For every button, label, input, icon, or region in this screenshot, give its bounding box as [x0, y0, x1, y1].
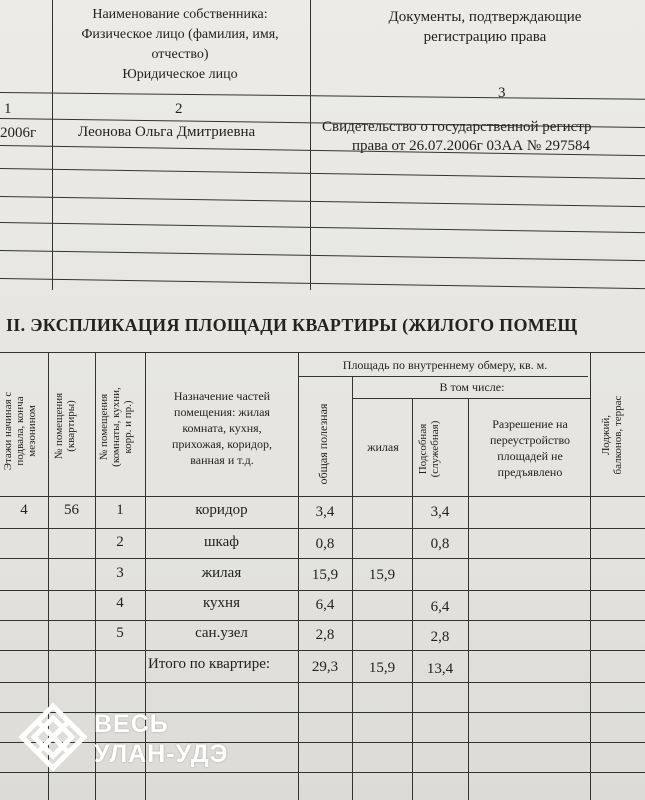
owner-header-line: Наименование собственника: — [92, 7, 268, 22]
living-cell: 15,9 — [368, 660, 396, 676]
knot-emblem-icon — [18, 702, 88, 772]
row-divider — [0, 682, 645, 683]
owner-header-line: Физическое лицо (фамилия, имя, — [81, 27, 279, 42]
room-cell: 5 — [116, 625, 124, 641]
header-bottom-border — [0, 496, 645, 497]
row-divider — [0, 558, 645, 559]
column-number: 2 — [175, 101, 183, 117]
watermark-logo — [18, 700, 318, 780]
room-number-header: № помещения (комнаты, кухни, корр. и пр.) — [98, 387, 135, 467]
owner-name: Леонова Ольга Дмитриевна — [78, 124, 256, 140]
including-divider — [352, 398, 590, 399]
room-cell: 4 — [116, 595, 124, 611]
row-divider — [0, 222, 645, 233]
column-divider — [352, 376, 353, 800]
row-divider — [0, 278, 645, 289]
registration-date: 2006г — [0, 125, 37, 141]
purpose-cell: жилая — [201, 565, 242, 581]
row-divider — [0, 196, 645, 207]
permission-header: Разрешение на переустройство площадей не предъявлено — [489, 417, 571, 479]
column-number: 3 — [498, 85, 506, 101]
row-divider — [0, 650, 645, 651]
including-header: В том числе: — [439, 380, 505, 394]
row-divider — [0, 168, 645, 179]
column-divider — [412, 398, 413, 800]
living-header: жилая — [367, 440, 399, 454]
aux-cell: 2,8 — [430, 629, 450, 645]
row-divider — [0, 92, 645, 100]
purpose-cell: сан.узел — [195, 625, 248, 641]
documents-header-line: Документы, подтверждающие — [388, 9, 582, 25]
total-cell: 3,4 — [315, 504, 335, 520]
total-cell: 6,4 — [315, 597, 335, 613]
floor-cell: 4 — [20, 502, 28, 518]
section-title: II. ЭКСПЛИКАЦИЯ ПЛОЩАДИ КВАРТИРЫ (ЖИЛОГО ПОМЕЩ — [6, 315, 578, 335]
area-group-divider — [298, 376, 588, 377]
row-divider — [0, 590, 645, 591]
total-cell: 2,8 — [315, 627, 335, 643]
premise-number-header: № помещения (квартиры) — [53, 392, 78, 460]
total-area-header: общая полезная — [316, 403, 330, 485]
total-cell: 0,8 — [315, 536, 335, 552]
aux-cell: 3,4 — [430, 504, 450, 520]
column-number: 1 — [4, 101, 12, 117]
aux-cell: 0,8 — [430, 536, 450, 552]
owner-header-line: Юридическое лицо — [122, 67, 238, 82]
aux-cell: 6,4 — [430, 599, 450, 615]
area-group-header: Площадь по внутреннему обмеру, кв. м. — [342, 358, 548, 372]
document-line: права от 26.07.2006г 03АА № 297584 — [352, 138, 590, 154]
total-cell: 15,9 — [311, 567, 339, 583]
column-divider — [468, 398, 469, 800]
column-divider — [590, 352, 591, 800]
watermark-line: ВЕСЬ — [94, 710, 169, 738]
aux-cell: 13,4 — [426, 661, 454, 677]
divider — [310, 0, 311, 290]
totals-label: Итого по квартире: — [148, 656, 271, 672]
loggias-header: Лоджий, балконов, террас — [600, 395, 625, 475]
total-cell: 29,3 — [311, 659, 339, 675]
room-cell: 2 — [116, 534, 124, 550]
documents-header-line: регистрацию права — [423, 29, 547, 45]
living-cell: 15,9 — [368, 567, 396, 583]
purpose-cell: кухня — [202, 595, 240, 611]
table-top-border — [0, 352, 645, 353]
room-cell: 3 — [116, 565, 124, 581]
purpose-cell: коридор — [195, 502, 248, 518]
row-divider — [0, 620, 645, 621]
row-divider — [0, 250, 645, 261]
watermark-line: УЛАН-УДЭ — [94, 740, 229, 768]
row-divider — [0, 528, 645, 529]
auxiliary-header: Подсобная (служебная) — [417, 420, 442, 478]
premise-cell: 56 — [64, 502, 79, 518]
room-cell: 1 — [116, 502, 124, 518]
owner-header-line: отчество) — [151, 47, 209, 62]
document-line: Свидетельство о государственной регистр — [322, 119, 592, 135]
purpose-header: Назначение частей помещения: жилая комната, кухня, прихожая, коридор, ванная и т.д. — [172, 389, 272, 467]
purpose-cell: шкаф — [204, 534, 239, 550]
floor-header: Этажи начиная с подвала, конча мезонином — [2, 391, 39, 471]
